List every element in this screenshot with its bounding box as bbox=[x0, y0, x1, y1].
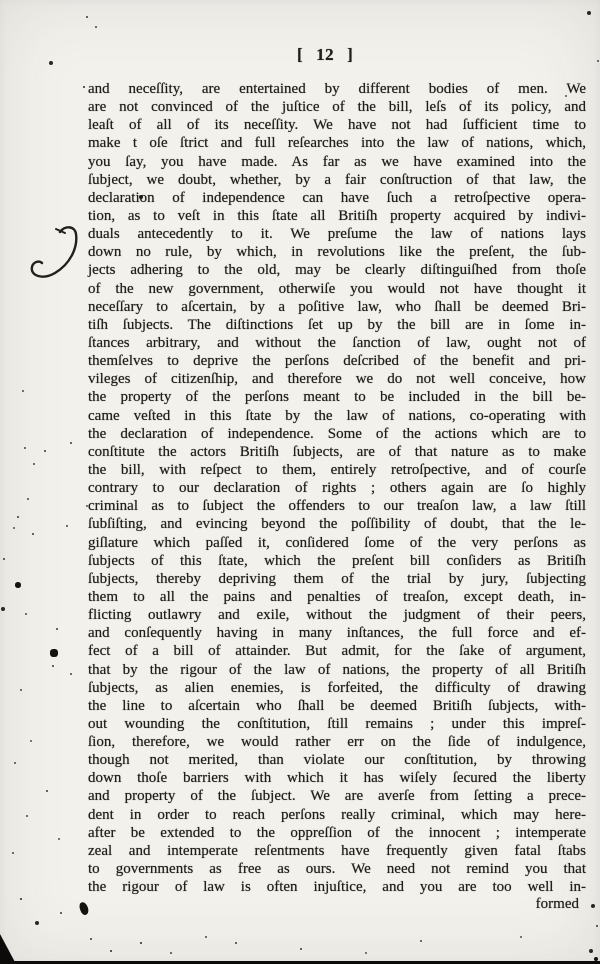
handwritten-ink-curl bbox=[20, 226, 90, 288]
bracket-close: ] bbox=[347, 45, 354, 64]
text-line: down no rule, by which, in revolutions like the preſent, the ſub- bbox=[88, 244, 586, 261]
text-line: and conſequently having in many inſtances, the full force and ef- bbox=[88, 625, 586, 642]
bracket-open: [ bbox=[297, 45, 304, 64]
text-line: the declaration of independence. Some of the actions which are to bbox=[88, 425, 586, 442]
scan-edge-corner bbox=[0, 934, 16, 964]
text-line: the property of the perſons meant to be included in the bill be- bbox=[88, 389, 586, 406]
text-line: contrary to our declaration of rights ; others again are ſo highly bbox=[88, 480, 586, 497]
text-line: came veſted in this ſtate by the law of nations, co-operating with bbox=[88, 407, 586, 424]
text-line: ſubject, we doubt, whether, by a fair conſtruction of that law, the bbox=[88, 171, 586, 188]
text-line: down thoſe barriers with which it has wiſely ſecured the liberty bbox=[88, 770, 586, 787]
text-line: and neceſſity, are entertained by different bodies of men. We bbox=[88, 81, 586, 97]
text-line: after be extended to the oppreſſion of the innocent ; intemperate bbox=[88, 824, 586, 841]
ink-blot bbox=[78, 901, 90, 916]
text-line: leaſt of all of its neceſſity. We have not had ſufficient time to bbox=[88, 117, 586, 134]
text-line: that by the rigour of the law of nations, the property of all Britiſh bbox=[88, 661, 586, 678]
text-line: them to all the pains and penalties of treaſon, except death, in- bbox=[88, 588, 586, 605]
text-line: the bill, with reſpect to them, entirely retroſpective, and of courſe bbox=[88, 461, 586, 478]
text-line: out wounding the conſtitution, ſtill remains ; under this impreſ- bbox=[88, 715, 586, 732]
text-line: make t oſe ſtrict and full reſearches into the law of nations, which, bbox=[88, 135, 586, 152]
text-line: the line to aſcertain who ſhall be deemed Britiſh ſubjects, with- bbox=[88, 697, 586, 714]
text-line: ſion, therefore, we would rather err on the ſide of indulgence, bbox=[88, 734, 586, 751]
text-line: criminal as to ſubject the offenders to our treaſon law, a law ſtill bbox=[88, 498, 586, 515]
text-line: ſubſiſting, and evincing beyond the poſſibility of doubt, that the le- bbox=[88, 516, 586, 533]
catchword: formed bbox=[535, 896, 579, 912]
page-number-header bbox=[297, 45, 353, 65]
text-line: vileges of citizenſhip, and therefore we do not well conceive, how bbox=[88, 371, 586, 388]
body-text-block bbox=[88, 80, 586, 896]
text-line: the rigour of law is often injuſtice, and you are too well in- bbox=[88, 879, 586, 896]
text-line: neceſſary to aſcertain, by a poſitive law, who ſhall be deemed Bri- bbox=[88, 298, 586, 315]
text-line: duals antecedently to it. We preſume the law of nations lays bbox=[88, 226, 586, 243]
text-line: dent in order to reach perſons really criminal, which may here- bbox=[88, 806, 586, 823]
text-line: ſtances arbitrary, and without the ſanction of law, ought not of bbox=[88, 334, 586, 351]
text-line: you ſay, you have made. As far as we have examined into the bbox=[88, 153, 586, 170]
text-line: jects adhering to the old, may be clearly diſtinguiſhed from thoſe bbox=[88, 262, 586, 279]
text-line: conſtitute the actors Britiſh ſubjects, are of that nature as to make bbox=[88, 443, 586, 460]
text-line: flicting outlawry and exile, without the judgment of their peers, bbox=[88, 607, 586, 624]
text-line: declaration of independence can have ſuch a retroſpective opera- bbox=[88, 189, 586, 206]
text-line: tion, as to veſt in this ſtate all Britiſh property acquired by indivi- bbox=[88, 207, 586, 224]
scan-noise-specks bbox=[0, 0, 2, 2]
text-line: are not convinced of the juſtice of the bill, leſs of its policy, and bbox=[88, 99, 586, 116]
text-line: though not merited, than violate our conſtitution, by throwing bbox=[88, 752, 586, 769]
text-line: to governments as free as ours. We need not remind you that bbox=[88, 861, 586, 878]
text-line: ſubjects, thereby depriving them of the trial by jury, ſubjecting bbox=[88, 570, 586, 587]
text-line: of the new government, otherwiſe you would not have thought it bbox=[88, 280, 586, 297]
text-line: ſubjects of this ſtate, which the preſent bill conſiders as Britiſh bbox=[88, 552, 586, 569]
text-line: giſlature which paſſed it, conſidered ſome of the very perſons as bbox=[88, 534, 586, 551]
text-line: zeal and intemperate reſentments have frequently given fatal ſtabs bbox=[88, 842, 586, 859]
page-number: 12 bbox=[316, 45, 335, 64]
text-line: tiſh ſubjects. The diſtinctions ſet up by the bill are in ſome in- bbox=[88, 316, 586, 333]
text-line: fect of a bill of attainder. But admit, for the ſake of argument, bbox=[88, 643, 586, 660]
text-line: and property of the ſubject. We are averſe from ſetting a prece- bbox=[88, 788, 586, 805]
text-line: themſelves to deprive the perſons deſcribed of the benefit and pri- bbox=[88, 353, 586, 370]
text-line: ſubjects, as alien enemies, is forfeited, the difficulty of drawing bbox=[88, 679, 586, 696]
